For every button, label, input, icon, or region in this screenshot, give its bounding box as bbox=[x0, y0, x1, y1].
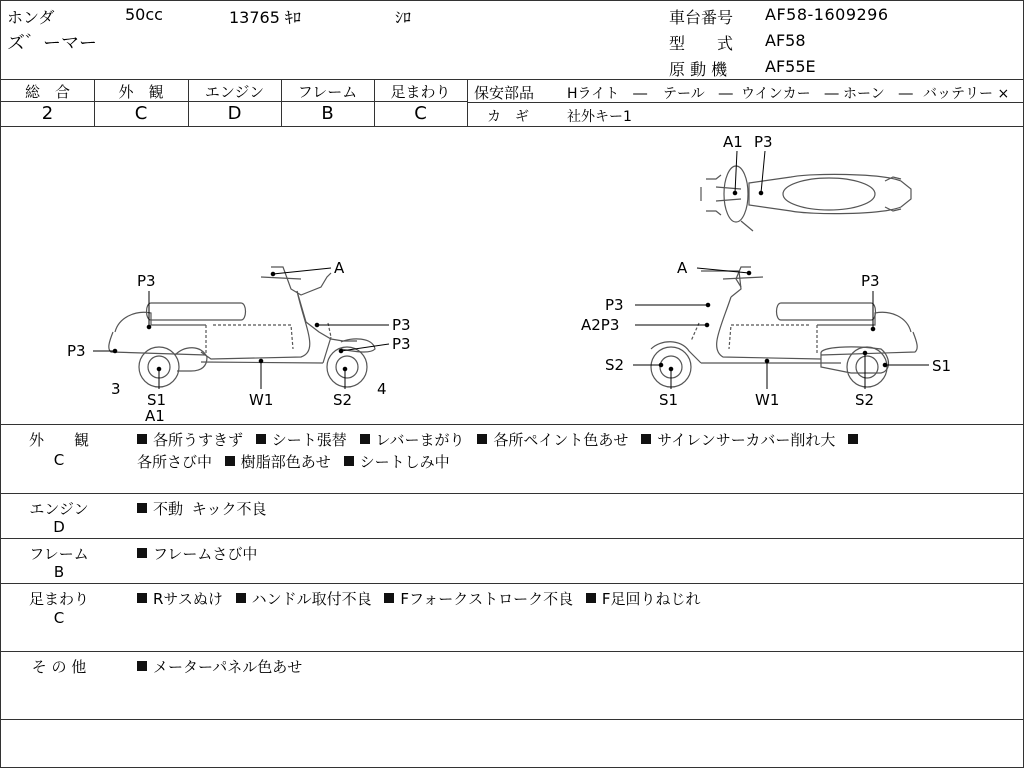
frame-grade: B bbox=[321, 103, 334, 124]
left-label-a: A bbox=[334, 259, 345, 277]
bullet-icon bbox=[641, 434, 651, 444]
notes-suspension-line: Rサスぬけ ハンドル取付不良 Fフォークストローク不良 F足回りねじれ bbox=[137, 588, 701, 609]
left-label-w1: W1 bbox=[249, 391, 274, 409]
maker: ホンダ bbox=[7, 8, 55, 27]
engine-model-value: AF55E bbox=[765, 57, 816, 76]
right-label-a: A bbox=[677, 259, 688, 277]
safety-horn: ホーン ― bbox=[843, 86, 913, 102]
notes-frame-label: フレーム bbox=[29, 545, 89, 563]
engine-model-label: 原 動 機 bbox=[669, 60, 728, 79]
scooter-top-view bbox=[701, 166, 911, 231]
left-label-p3-top: P3 bbox=[137, 272, 156, 290]
key-value: 社外キー1 bbox=[567, 109, 632, 125]
bullet-icon bbox=[236, 593, 246, 603]
notes-engine-label: エンジン bbox=[29, 500, 89, 518]
bullet-icon bbox=[344, 456, 354, 466]
notes-suspension-label: 足まわり bbox=[28, 590, 89, 608]
bullet-icon bbox=[137, 661, 147, 671]
left-label-p3-r2: P3 bbox=[392, 335, 411, 353]
left-label-4: 4 bbox=[377, 380, 387, 398]
overall-grade: 2 bbox=[41, 103, 54, 124]
key-label: カ ギ bbox=[487, 109, 529, 125]
notes-exterior-line1: 各所うすきず シート張替 レバーまがり 各所ペイント色あせ サイレンサーカバー削れ大 bbox=[137, 429, 864, 450]
exterior-grade: C bbox=[134, 103, 148, 124]
right-label-p3: P3 bbox=[605, 296, 624, 314]
safety-battery: バッテリー × bbox=[923, 86, 1010, 102]
left-label-p3-r1: P3 bbox=[392, 316, 411, 334]
suspension-label: 足まわり bbox=[390, 83, 451, 101]
engine-label: エンジン bbox=[204, 83, 265, 101]
notes-exterior-label: 外 観 bbox=[28, 431, 89, 449]
bullet-icon bbox=[137, 593, 147, 603]
bullet-icon bbox=[256, 434, 266, 444]
bullet-icon bbox=[586, 593, 596, 603]
right-label-a2p3: A2P3 bbox=[581, 316, 620, 334]
safety-headlight: Hライト ― bbox=[567, 86, 648, 102]
bullet-icon bbox=[137, 503, 147, 513]
frame-no-label: 車台番号 bbox=[669, 8, 734, 27]
safety-winker: ウインカー ― bbox=[741, 86, 839, 102]
notes-other-label: そ の 他 bbox=[31, 658, 87, 676]
notes-engine-line: 不動 キック不良 bbox=[137, 498, 267, 519]
bullet-icon bbox=[477, 434, 487, 444]
right-label-s1-right: S1 bbox=[932, 357, 952, 375]
left-label-a1: A1 bbox=[145, 407, 165, 424]
mileage: 13765 ｷﾛ bbox=[229, 8, 301, 27]
model-name: ズ゛ーマー bbox=[7, 33, 97, 54]
notes-frame-grade: B bbox=[53, 563, 65, 581]
bullet-icon bbox=[225, 456, 235, 466]
damage-diagram bbox=[1, 127, 1023, 424]
left-label-p3-left: P3 bbox=[67, 342, 86, 360]
bullet-icon bbox=[360, 434, 370, 444]
top-label-a1: A1 bbox=[723, 133, 743, 151]
notes-exterior-line2: 各所さび中 樹脂部色あせ シートしみ中 bbox=[137, 453, 450, 471]
top-label-p3: P3 bbox=[754, 133, 773, 151]
notes-other-line: メーターパネル色あせ bbox=[137, 656, 302, 677]
left-label-s2: S2 bbox=[333, 391, 353, 409]
overall-label: 総 合 bbox=[24, 83, 70, 101]
right-label-s1-bottom: S1 bbox=[659, 391, 679, 409]
right-label-w1: W1 bbox=[755, 391, 780, 409]
frame-no: AF58-1609296 bbox=[765, 5, 889, 24]
bullet-icon bbox=[137, 434, 147, 444]
bullet-icon bbox=[848, 434, 858, 444]
safety-taillight: テール ― bbox=[663, 86, 733, 102]
bullet-icon bbox=[137, 548, 147, 558]
safety-label: 保安部品 bbox=[474, 84, 535, 102]
engine-grade: D bbox=[227, 103, 242, 124]
frame-label: フレーム bbox=[297, 83, 358, 101]
notes-engine-grade: D bbox=[53, 518, 65, 536]
type-value: AF58 bbox=[765, 31, 806, 50]
body-color: ｼﾛ bbox=[395, 8, 412, 27]
bullet-icon bbox=[384, 593, 394, 603]
exterior-label: 外 観 bbox=[118, 83, 164, 101]
suspension-grade: C bbox=[414, 103, 427, 124]
right-label-p3-tr: P3 bbox=[861, 272, 880, 290]
notes-frame-line: フレームさび中 bbox=[137, 543, 257, 564]
right-label-s2-left: S2 bbox=[605, 356, 625, 374]
left-label-s1: S1 bbox=[147, 391, 167, 409]
left-label-3: 3 bbox=[111, 380, 121, 398]
notes-exterior-grade: C bbox=[53, 451, 65, 469]
right-label-s2-bottom: S2 bbox=[855, 391, 875, 409]
type-label: 型 式 bbox=[669, 34, 734, 53]
displacement: 50cc bbox=[125, 5, 163, 24]
notes-suspension-grade: C bbox=[53, 609, 65, 627]
